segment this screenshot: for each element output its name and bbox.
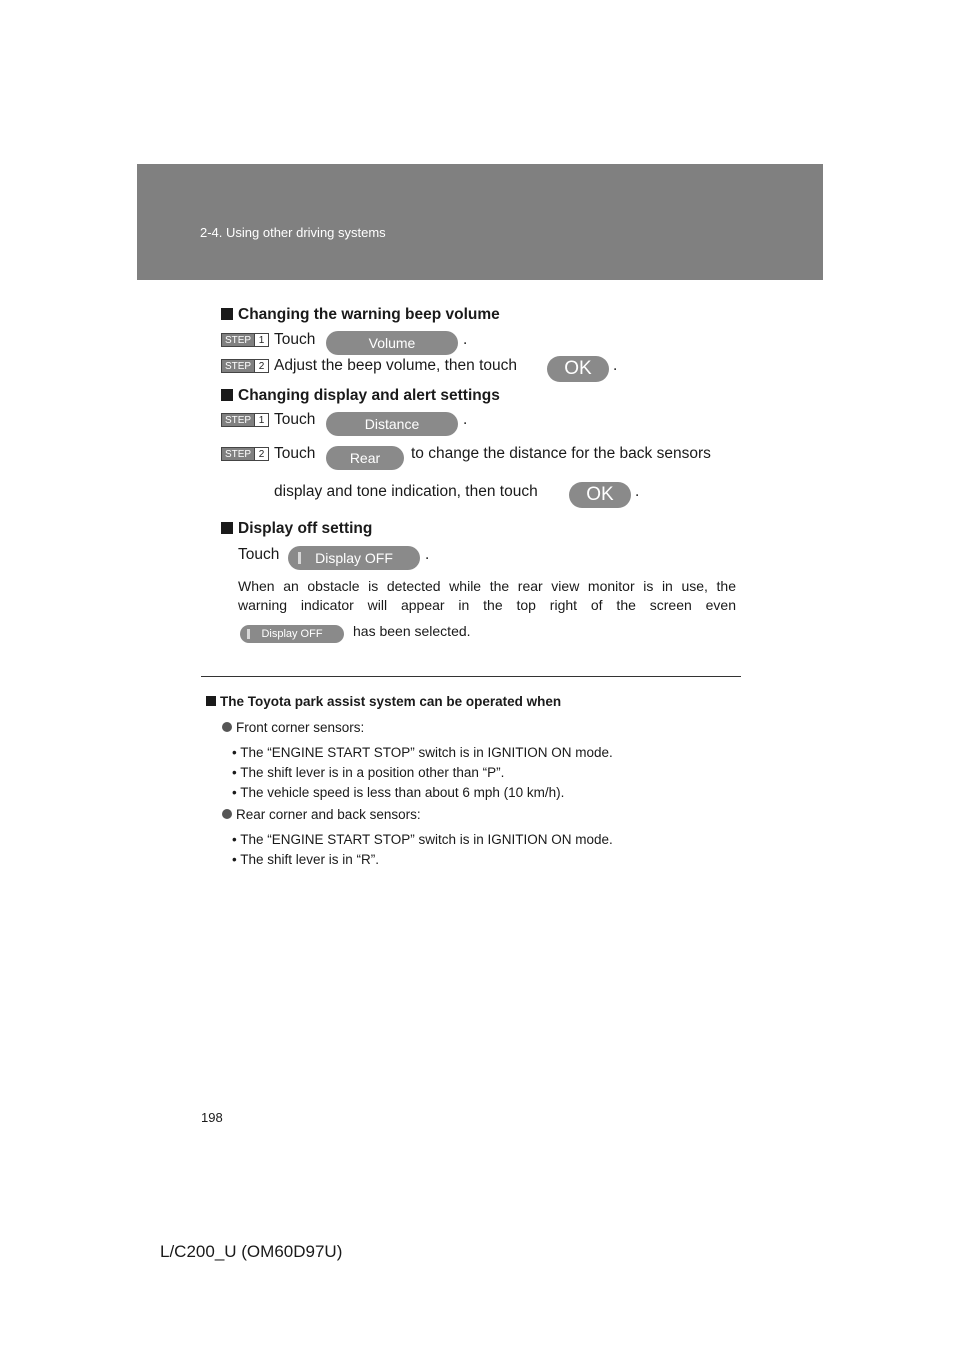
heading-beep-volume: Changing the warning beep volume [221, 306, 500, 324]
volume-button[interactable]: Volume [326, 331, 458, 355]
list-item: • The vehicle speed is less than about 6 mph (10 km/h). [232, 785, 565, 800]
ok-button[interactable]: OK [547, 356, 609, 382]
step-badge-1: STEP 1 [221, 413, 269, 427]
display-off-button[interactable]: Display OFF [288, 546, 420, 570]
step-text: Touch [274, 411, 316, 428]
note-line: When an obstacle is detected while the rear view monitor is in use, the [238, 578, 736, 594]
step-period: . [463, 331, 468, 348]
step-period: . [613, 357, 618, 374]
list-group-title: Front corner sensors: [222, 720, 364, 735]
step-period: . [635, 483, 640, 500]
step-text: display and tone indication, then touch [274, 483, 538, 500]
step-text: to change the distance for the back sensors [411, 445, 711, 462]
distance-button[interactable]: Distance [326, 412, 458, 436]
step-badge-1: STEP 1 [221, 333, 269, 347]
square-bullet-icon [221, 389, 233, 401]
step-text: Touch [274, 445, 316, 462]
heading-display-off: Display off setting [221, 520, 372, 538]
square-bullet-icon [221, 522, 233, 534]
list-item: • The “ENGINE START STOP” switch is in IGNITION ON mode. [232, 745, 613, 760]
display-off-indicator: Display OFF [240, 625, 344, 643]
step-badge-2: STEP 2 [221, 447, 269, 461]
list-item: • The “ENGINE START STOP” switch is in IGNITION ON mode. [232, 832, 613, 847]
list-group-title: Rear corner and back sensors: [222, 807, 421, 822]
notes-heading: The Toyota park assist system can be operated when [206, 694, 561, 709]
heading-display-alert: Changing display and alert settings [221, 387, 500, 405]
square-bullet-icon [221, 308, 233, 320]
note-line: has been selected. [353, 623, 471, 639]
ok-button[interactable]: OK [569, 482, 631, 508]
instruction-period: . [425, 546, 430, 563]
divider [201, 676, 741, 677]
list-item: • The shift lever is in a position other than “P”. [232, 765, 505, 780]
step-period: . [463, 411, 468, 428]
section-header-bar [137, 164, 823, 280]
note-line: warning indicator will appear in the top right of the screen even [238, 597, 736, 613]
step-text: Touch [274, 331, 316, 348]
circle-bullet-icon [222, 809, 232, 819]
circle-bullet-icon [222, 722, 232, 732]
page-number: 198 [201, 1110, 223, 1125]
rear-button[interactable]: Rear [326, 446, 404, 470]
step-text: Adjust the beep volume, then touch [274, 357, 517, 374]
document-code: L/C200_U (OM60D97U) [160, 1242, 343, 1261]
step-badge-2: STEP 2 [221, 359, 269, 373]
square-bullet-icon [206, 696, 216, 706]
instruction-text: Touch [238, 546, 280, 563]
list-item: • The shift lever is in “R”. [232, 852, 380, 867]
section-title: 2-4. Using other driving systems [200, 225, 386, 240]
